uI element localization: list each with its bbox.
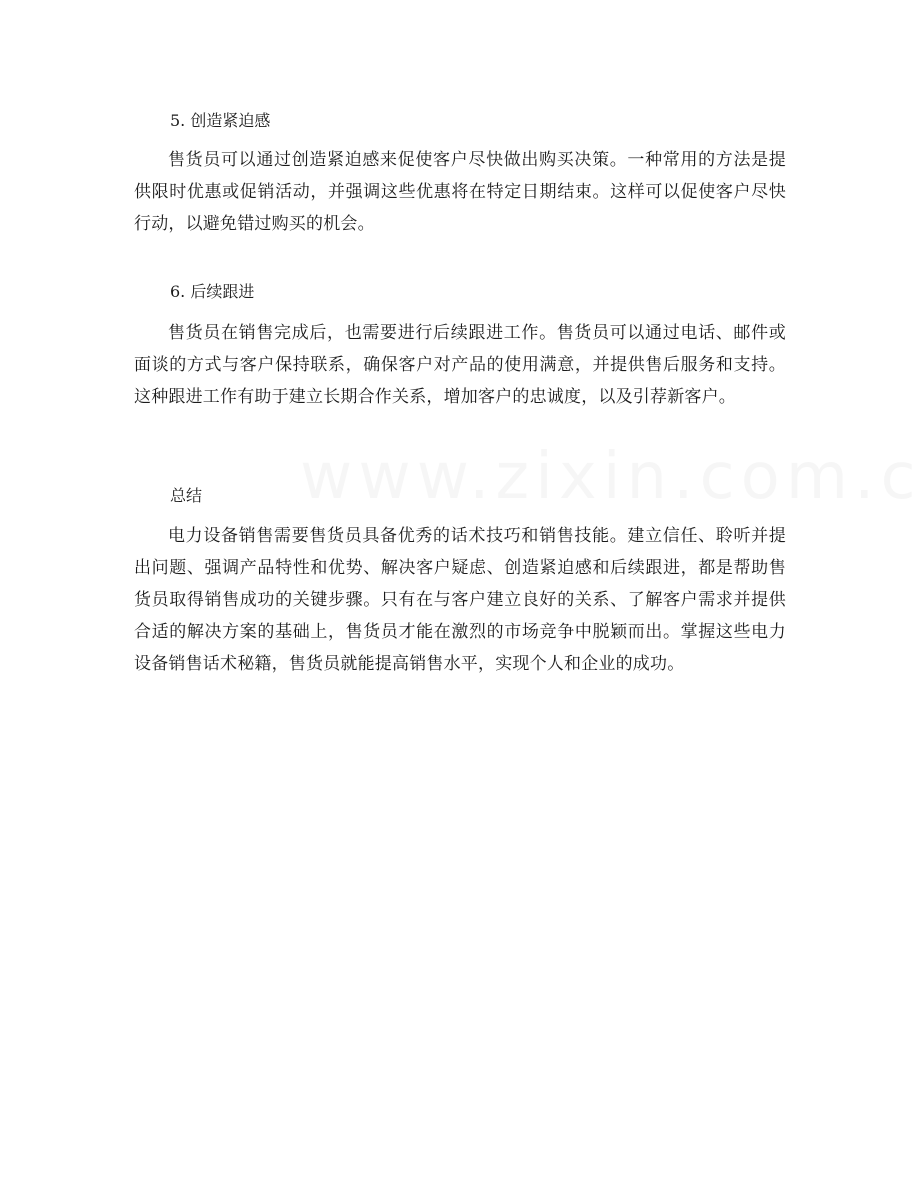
summary-heading: 总结 — [170, 486, 203, 505]
watermark-text — [300, 440, 920, 514]
section-heading-5: 5. 创造紧迫感 — [170, 111, 271, 130]
section-heading-6: 6. 后续跟进 — [170, 282, 255, 301]
section-paragraph-6: 售货员在销售完成后，也需要进行后续跟进工作。售货员可以通过电话、邮件或面谈的方式与客户保持联系，确保客户对产品的使用满意，并提供售后服务和支持。这种跟进工作有助于建立长期合作关系，增加客户的忠诚度，以及引荐新客户。 — [134, 323, 786, 407]
section-paragraph-5: 售货员可以通过创造紧迫感来促使客户尽快做出购买决策。一种常用的方法是提供限时优惠或促销活动，并强调这些优惠将在特定日期结束。这样可以促使客户尽快行动，以避免错过购买的机会。 — [134, 150, 786, 234]
summary-paragraph: 电力设备销售需要售货员具备优秀的话术技巧和销售技能。建立信任、聆听并提出问题、强调产品特性和优势、解决客户疑虑、创造紧迫感和后续跟进，都是帮助售货员取得销售成功的关键步骤。只有在与客户建立良好的关系、了解客户需求并提供合适的解决方案的基础上，售货员才能在激烈的市场竞争中脱颖而出。掌握这些电力设备销售话术秘籍，售货员就能提高销售水平，实现个人和企业的成功。 — [134, 526, 786, 674]
